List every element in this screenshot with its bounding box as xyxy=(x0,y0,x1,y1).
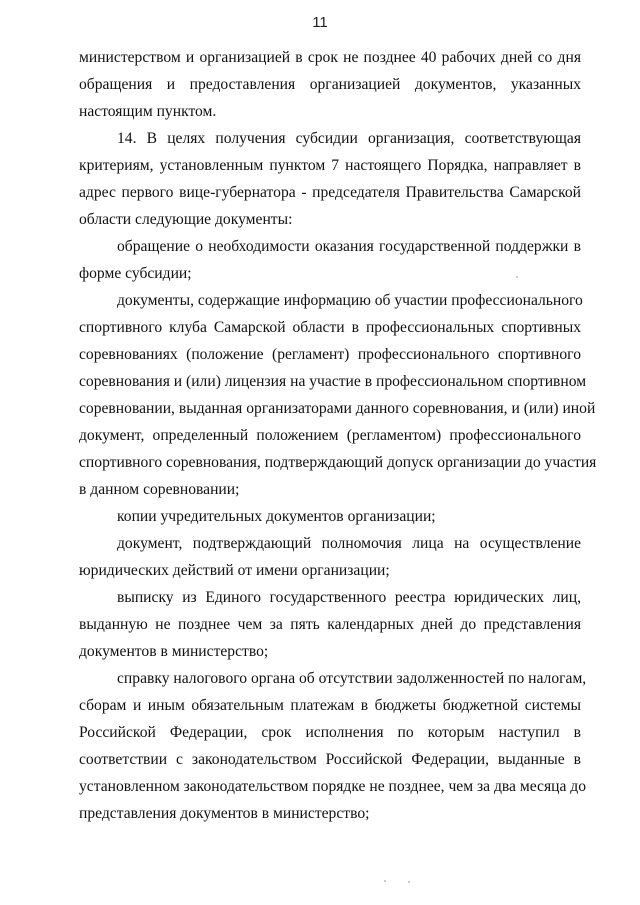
text-line: адрес первого вице-губернатора - председателя Правительства Самарской xyxy=(79,184,581,201)
text-line: соревнованиях (положение (регламент) профессионального спортивного xyxy=(79,346,581,363)
text-line: выписку из Единого государственного реестра юридических лиц, xyxy=(117,589,581,606)
text-line: установленном законодательством порядке не позднее, чем за два месяца до xyxy=(79,778,587,795)
scan-speck xyxy=(384,880,386,882)
text-line: справку налогового органа об отсутствии задолженностей по налогам, xyxy=(117,670,587,687)
text-line: документов в министерство; xyxy=(79,643,269,660)
scan-speck xyxy=(516,276,518,278)
text-line: области следующие документы: xyxy=(79,211,293,228)
text-line: представления документов в министерство; xyxy=(79,805,370,822)
scan-speck xyxy=(408,881,410,883)
paragraph xyxy=(79,503,581,530)
page-number: 11 xyxy=(312,14,328,31)
paragraph xyxy=(79,125,581,233)
text-line: спортивного соревнования, подтверждающий допуск организации до участия xyxy=(79,454,597,471)
text-line: обращения и предоставления организацией документов, указанных xyxy=(79,76,581,93)
document-body xyxy=(79,44,597,827)
text-line: форме субсидии; xyxy=(79,265,192,282)
paragraph xyxy=(79,665,587,827)
text-line: документ, подтверждающий полномочия лица на осуществление xyxy=(117,535,581,552)
text-line: настоящим пунктом. xyxy=(79,103,217,120)
text-line: сборам и иным обязательным платежам в бюджеты бюджетной системы xyxy=(79,697,581,714)
text-line: документы, содержащие информацию об участии профессионального xyxy=(117,292,583,309)
paragraph xyxy=(79,287,597,503)
text-line: соревнования и (или) лицензия на участие в профессиональном спортивном xyxy=(79,373,587,390)
paragraph xyxy=(79,584,581,665)
text-line: спортивного клуба Самарской области в профессиональных спортивных xyxy=(79,319,581,336)
paragraph xyxy=(79,530,581,584)
text-line: критериям, установленным пунктом 7 настоящего Порядка, направляет в xyxy=(79,157,581,174)
text-line: юридических действий от имени организации; xyxy=(79,562,390,579)
text-line: соответствии с законодательством Российской Федерации, выданные в xyxy=(79,751,581,768)
paragraph xyxy=(79,233,581,287)
text-line: документ, определенный положением (регламентом) профессионального xyxy=(79,427,581,444)
text-line: министерством и организацией в срок не позднее 40 рабочих дней со дня xyxy=(79,49,581,66)
paragraph xyxy=(79,44,581,125)
text-line: в данном соревновании; xyxy=(79,481,240,498)
text-line: копии учредительных документов организации; xyxy=(117,508,436,525)
text-line: обращение о необходимости оказания государственной поддержки в xyxy=(117,238,581,255)
text-line: выданную не позднее чем за пять календарных дней до представления xyxy=(79,616,581,633)
text-line: 14. В целях получения субсидии организация, соответствующая xyxy=(117,130,581,147)
text-line: соревновании, выданная организаторами данного соревнования, и (или) иной xyxy=(79,400,596,417)
text-line: Российской Федерации, срок исполнения по которым наступил в xyxy=(79,724,581,741)
